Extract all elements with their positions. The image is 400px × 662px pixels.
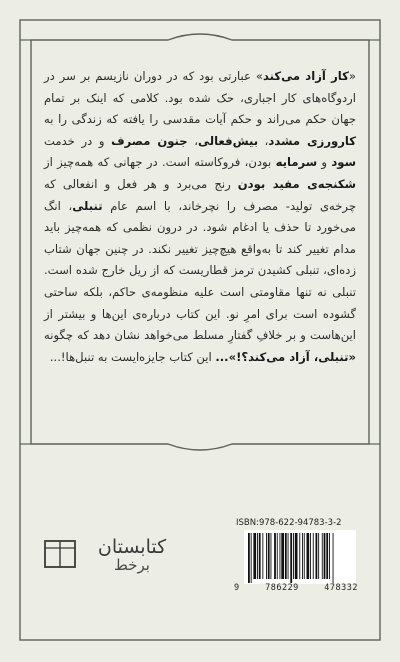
barcode-bar bbox=[307, 533, 310, 579]
publisher-logo bbox=[44, 536, 184, 576]
blurb-emphasis: کار آزاد می‌کند bbox=[262, 69, 349, 83]
blurb-emphasis: سود bbox=[331, 155, 356, 170]
barcode-bar bbox=[318, 533, 319, 579]
barcode-bar bbox=[277, 533, 278, 579]
blurb-emphasis: جنون مصرف bbox=[111, 133, 188, 148]
blurb-text: این کتاب جایزه‌ایست به تنبل‌ها!... bbox=[49, 349, 216, 364]
blurb-emphasis: «تنبلی، آزاد می‌کند؟!»... bbox=[215, 349, 356, 364]
barcode-bar bbox=[329, 533, 330, 579]
blurb-emphasis: شکنجه‌ی مفید بودن bbox=[237, 176, 356, 191]
barcode-bar bbox=[262, 533, 263, 579]
barcode-bar bbox=[310, 533, 311, 579]
barcode-bar bbox=[288, 533, 289, 579]
barcode-bar bbox=[253, 533, 256, 579]
barcode-bar bbox=[290, 533, 292, 583]
barcode-bar bbox=[326, 533, 328, 579]
blurb-emphasis: سرمایه bbox=[275, 155, 318, 170]
barcode-bar bbox=[259, 533, 261, 579]
barcode-bar bbox=[271, 533, 272, 579]
barcode-bar bbox=[274, 533, 276, 579]
barcode-bar bbox=[248, 533, 250, 583]
barcode-bar bbox=[324, 533, 326, 579]
blurb-text: رنج می‌برد و هر فعل و انفعالی که چرخه‌ی تولید- مصرف را نچرخاند، با اسم عام bbox=[44, 176, 356, 213]
barcode-bar bbox=[299, 533, 300, 579]
blurb-text: » عبارتی بود که در دوران نازیسم بر سر در اردوگاه‌های کار اجباری، حک شده بود. کلامی که اینک بر تمام جهان حکم می‌راند و حکم آیات مقدسی را یافته که زندگی را به bbox=[44, 69, 356, 127]
blurb-emphasis: تنبلی bbox=[72, 198, 103, 213]
barcode-digit-group: 478332 bbox=[324, 583, 358, 593]
barcode-bar bbox=[281, 533, 284, 579]
barcode-bar bbox=[322, 533, 323, 579]
barcode-bar bbox=[295, 533, 298, 579]
barcode-digit-group: 786229 bbox=[265, 583, 299, 593]
barcode-bar bbox=[257, 533, 258, 579]
barcode-bar bbox=[316, 533, 318, 579]
blurb-text: بودن، فروکاسته است. در جهانی که همه‌چیز از bbox=[44, 155, 276, 170]
barcode-bar bbox=[280, 533, 281, 579]
publisher-subname: برخط bbox=[114, 556, 150, 574]
isbn-barcode bbox=[244, 530, 356, 584]
blurb-emphasis: کارورزی مشدد bbox=[268, 133, 356, 148]
isbn-label: ISBN:978-622-94783-3-2 bbox=[236, 518, 342, 528]
barcode-bar bbox=[285, 533, 287, 579]
barcode-digits bbox=[234, 583, 358, 593]
barcode-bar bbox=[266, 533, 267, 579]
blurb-text: و در خدمت bbox=[44, 133, 112, 148]
blurb-text: « bbox=[348, 69, 356, 83]
barcode-bar bbox=[304, 533, 305, 579]
barcode-bar bbox=[268, 533, 270, 579]
open-book-icon bbox=[44, 539, 76, 569]
barcode-bar bbox=[313, 533, 314, 579]
barcode-bar bbox=[293, 533, 294, 579]
blurb-text: ، انگ می‌خورد تا حذف یا ادغام شود. در درون نظمی که همه‌چیز باید مدام تغییر کند تا به‌واقع هیچ‌چیز تغییر نکند. در چنین جهان شتاب زده‌ای، تنبلی کشیدن ترمز قطاریست که از ریل خارج شده است. تنبلی نه تنها مقاومتی است علیه منظومه‌ی حاکم، بلکه ساحتی گشوده است برای امرِ نو. این کتاب درباره‌ی این‌ها و بیشتر از این‌هاست و بر خلافِ گفتارِ مسلط می‌خواهد نشان دهد که چگونه bbox=[44, 198, 356, 343]
blurb-text: و bbox=[317, 155, 332, 170]
blurb-emphasis: بیش‌فعالی bbox=[198, 133, 259, 148]
barcode-bar bbox=[251, 533, 252, 583]
barcode-bar bbox=[333, 533, 334, 583]
barcode-bar bbox=[302, 533, 303, 579]
publisher-name: کتابستان bbox=[97, 536, 167, 558]
blurb-text: ، bbox=[187, 133, 198, 148]
back-cover-blurb bbox=[44, 66, 356, 368]
blurb-text: ، bbox=[258, 133, 269, 148]
barcode-digit-lead: 9 bbox=[234, 583, 240, 593]
